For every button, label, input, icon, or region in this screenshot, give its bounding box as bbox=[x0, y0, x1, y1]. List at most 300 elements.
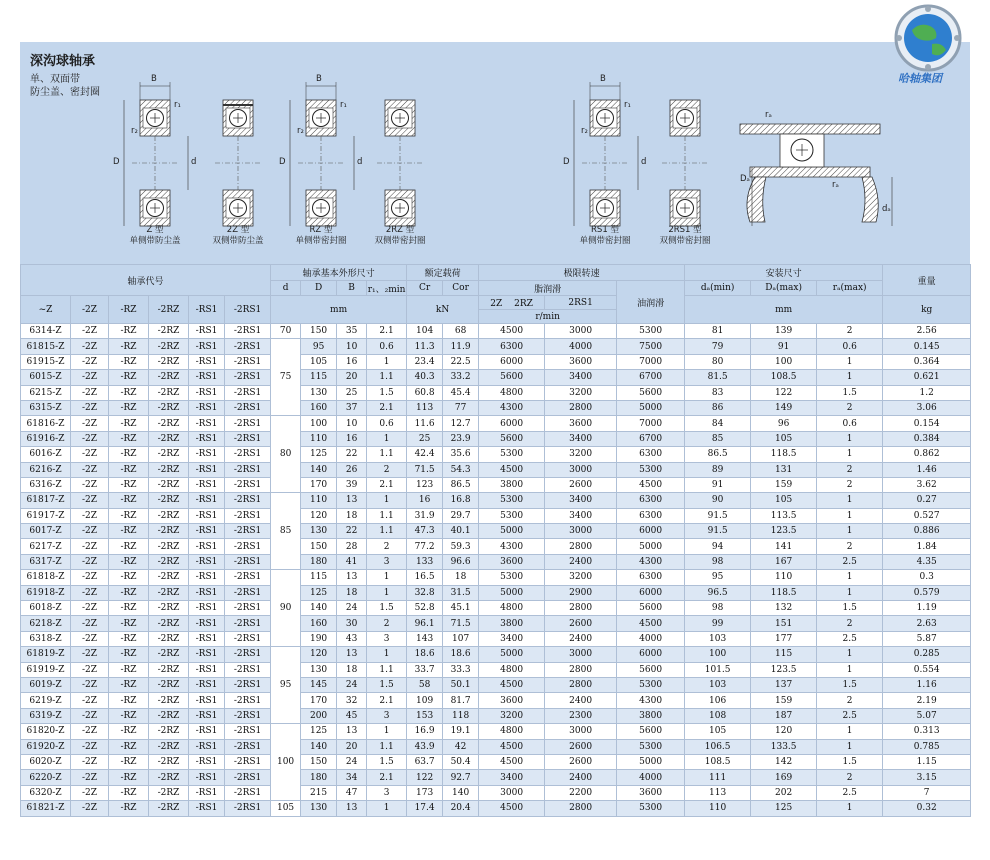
cell-cr: 52.8 bbox=[407, 601, 443, 616]
cell-speed-2z: 4500 bbox=[479, 754, 545, 769]
cell-weight: 1.16 bbox=[883, 677, 971, 692]
cell-cor: 59.3 bbox=[443, 539, 479, 554]
header-d: d bbox=[271, 281, 301, 296]
dim-b-label: B bbox=[316, 74, 322, 84]
cell-outer-D: 140 bbox=[301, 601, 337, 616]
cell-outer-D: 110 bbox=[301, 431, 337, 446]
cell-speed-2rs1: 2800 bbox=[545, 400, 617, 415]
cell-da-min: 110 bbox=[685, 801, 751, 816]
table-row bbox=[21, 508, 971, 523]
cell-bore-d: 95 bbox=[271, 647, 301, 724]
cell-code-rs1: -RS1 bbox=[189, 477, 225, 492]
cell-code-2rs1: -2RS1 bbox=[225, 647, 271, 662]
cell-code-2z: -2Z bbox=[71, 770, 109, 785]
cell-code-2z: -2Z bbox=[71, 616, 109, 631]
cell-outer-D: 140 bbox=[301, 739, 337, 754]
header-da-min: dₐ(min) bbox=[685, 281, 751, 296]
cell-code-rz: -RZ bbox=[109, 370, 149, 385]
cell-cr: 60.8 bbox=[407, 385, 443, 400]
cell-r-min: 3 bbox=[367, 708, 407, 723]
cell-da-min: 84 bbox=[685, 416, 751, 431]
cell-r-min: 1.1 bbox=[367, 662, 407, 677]
dim-d-label: d bbox=[191, 157, 197, 167]
cell-speed-2z: 4500 bbox=[479, 324, 545, 339]
header-panel bbox=[20, 42, 970, 264]
cell-weight: 0.3 bbox=[883, 570, 971, 585]
cell-speed-oil: 5000 bbox=[617, 539, 685, 554]
cell-speed-oil: 5300 bbox=[617, 462, 685, 477]
cell-cr: 11.6 bbox=[407, 416, 443, 431]
cell-cor: 22.5 bbox=[443, 354, 479, 369]
cell-r-min: 2.1 bbox=[367, 400, 407, 415]
cell-speed-2z: 5300 bbox=[479, 508, 545, 523]
cell-weight: 2.56 bbox=[883, 324, 971, 339]
cell-ra-max: 2.5 bbox=[817, 554, 883, 569]
header-code-2z: -2Z bbox=[71, 296, 109, 324]
cell-code-rs1: -RS1 bbox=[189, 524, 225, 539]
cell-speed-2z: 5600 bbox=[479, 431, 545, 446]
cell-Da-max: 131 bbox=[751, 462, 817, 477]
cell-speed-oil: 6300 bbox=[617, 493, 685, 508]
cell-weight: 1.2 bbox=[883, 385, 971, 400]
cell-speed-2z: 4500 bbox=[479, 677, 545, 692]
cell-da-min: 98 bbox=[685, 554, 751, 569]
header-install-dims: 安装尺寸 bbox=[685, 265, 883, 281]
cell-code-rs1: -RS1 bbox=[189, 447, 225, 462]
cell-code-2z: -2Z bbox=[71, 585, 109, 600]
cell-speed-oil: 6000 bbox=[617, 585, 685, 600]
cell-ra-max: 1 bbox=[817, 354, 883, 369]
cell-code-rs1: -RS1 bbox=[189, 739, 225, 754]
cell-code-2rz: -2RZ bbox=[149, 754, 189, 769]
cell-Da-max: 141 bbox=[751, 539, 817, 554]
cell-width-B: 39 bbox=[337, 477, 367, 492]
cell-code-rz: -RZ bbox=[109, 493, 149, 508]
cell-r-min: 0.6 bbox=[367, 339, 407, 354]
unit-kn: kN bbox=[407, 296, 479, 324]
cell-speed-2rs1: 3000 bbox=[545, 647, 617, 662]
cell-code-2rz: -2RZ bbox=[149, 416, 189, 431]
dim-D-label: D bbox=[279, 157, 286, 167]
cell-speed-oil: 5000 bbox=[617, 400, 685, 415]
header-code-rs1: -RS1 bbox=[189, 296, 225, 324]
cell-code-2rs1: -2RS1 bbox=[225, 354, 271, 369]
cell-bore-d: 75 bbox=[271, 339, 301, 416]
cell-weight: 0.313 bbox=[883, 724, 971, 739]
dim-b-label: B bbox=[151, 74, 157, 84]
cell-code-2rs1: -2RS1 bbox=[225, 339, 271, 354]
cell-Da-max: 118.5 bbox=[751, 447, 817, 462]
cell-cr: 31.9 bbox=[407, 508, 443, 523]
cell-code-rs1: -RS1 bbox=[189, 339, 225, 354]
cell-cor: 96.6 bbox=[443, 554, 479, 569]
table-row bbox=[21, 493, 971, 508]
cell-code-2rs1: -2RS1 bbox=[225, 416, 271, 431]
header-limit-speed: 极限转速 bbox=[479, 265, 685, 281]
cell-code-2rz: -2RZ bbox=[149, 677, 189, 692]
cell-outer-D: 170 bbox=[301, 693, 337, 708]
cell-ra-max: 2 bbox=[817, 400, 883, 415]
cell-ra-max: 1 bbox=[817, 447, 883, 462]
cell-code-2z: -2Z bbox=[71, 339, 109, 354]
cell-bore-d: 105 bbox=[271, 801, 301, 816]
cell-weight: 3.06 bbox=[883, 400, 971, 415]
cell-cor: 45.1 bbox=[443, 601, 479, 616]
cell-speed-2z: 4300 bbox=[479, 539, 545, 554]
cell-code-2rz: -2RZ bbox=[149, 739, 189, 754]
header-code-2rz: -2RZ bbox=[149, 296, 189, 324]
cell-code-2rs1: -2RS1 bbox=[225, 739, 271, 754]
cell-cr: 33.7 bbox=[407, 662, 443, 677]
cell-code-2z: -2Z bbox=[71, 493, 109, 508]
cell-width-B: 18 bbox=[337, 585, 367, 600]
cell-bore-d: 70 bbox=[271, 324, 301, 339]
cell-da-min: 86 bbox=[685, 400, 751, 415]
cell-code-rz: -RZ bbox=[109, 477, 149, 492]
cell-r-min: 2.1 bbox=[367, 477, 407, 492]
cell-ra-max: 1 bbox=[817, 585, 883, 600]
cell-code-z: 6017-Z bbox=[21, 524, 71, 539]
cell-code-2rz: -2RZ bbox=[149, 708, 189, 723]
cell-speed-oil: 5600 bbox=[617, 385, 685, 400]
cell-code-2z: -2Z bbox=[71, 570, 109, 585]
cell-code-2rs1: -2RS1 bbox=[225, 400, 271, 415]
cell-speed-2rs1: 3400 bbox=[545, 370, 617, 385]
cell-ra-max: 1 bbox=[817, 431, 883, 446]
header-ra-max: rₐ(max) bbox=[817, 281, 883, 296]
table-row bbox=[21, 524, 971, 539]
cell-da-min: 99 bbox=[685, 616, 751, 631]
cell-r-min: 1.1 bbox=[367, 508, 407, 523]
cell-speed-2z: 5300 bbox=[479, 493, 545, 508]
cell-width-B: 16 bbox=[337, 354, 367, 369]
cell-code-2rz: -2RZ bbox=[149, 508, 189, 523]
cell-code-z: 61917-Z bbox=[21, 508, 71, 523]
cell-speed-2z: 4300 bbox=[479, 400, 545, 415]
cell-code-2z: -2Z bbox=[71, 662, 109, 677]
cell-width-B: 13 bbox=[337, 801, 367, 816]
cell-cr: 71.5 bbox=[407, 462, 443, 477]
cell-Da-max: 118.5 bbox=[751, 585, 817, 600]
table-row bbox=[21, 708, 971, 723]
cell-ra-max: 2 bbox=[817, 324, 883, 339]
cell-da-min: 81.5 bbox=[685, 370, 751, 385]
cell-da-min: 108 bbox=[685, 708, 751, 723]
dim-r1-label: r₁ bbox=[624, 100, 631, 110]
cell-bore-d: 100 bbox=[271, 724, 301, 801]
table-row bbox=[21, 416, 971, 431]
cell-da-min: 94 bbox=[685, 539, 751, 554]
cell-code-rz: -RZ bbox=[109, 631, 149, 646]
cell-code-rz: -RZ bbox=[109, 647, 149, 662]
cell-weight: 0.145 bbox=[883, 339, 971, 354]
cell-cr: 96.1 bbox=[407, 616, 443, 631]
cell-code-rs1: -RS1 bbox=[189, 647, 225, 662]
cell-weight: 0.554 bbox=[883, 662, 971, 677]
cell-width-B: 43 bbox=[337, 631, 367, 646]
cell-weight: 0.785 bbox=[883, 739, 971, 754]
cell-ra-max: 1.5 bbox=[817, 601, 883, 616]
cell-cor: 71.5 bbox=[443, 616, 479, 631]
cell-code-2z: -2Z bbox=[71, 400, 109, 415]
cell-r-min: 1.1 bbox=[367, 524, 407, 539]
cell-speed-oil: 6300 bbox=[617, 570, 685, 585]
cell-code-z: 6217-Z bbox=[21, 539, 71, 554]
cell-Da-max: 120 bbox=[751, 724, 817, 739]
cell-cor: 81.7 bbox=[443, 693, 479, 708]
cell-ra-max: 1.5 bbox=[817, 677, 883, 692]
cell-code-z: 61815-Z bbox=[21, 339, 71, 354]
table-row bbox=[21, 677, 971, 692]
cell-code-2rz: -2RZ bbox=[149, 447, 189, 462]
cell-code-z: 6216-Z bbox=[21, 462, 71, 477]
cell-code-2rz: -2RZ bbox=[149, 477, 189, 492]
cell-da-min: 105 bbox=[685, 724, 751, 739]
cell-speed-oil: 6700 bbox=[617, 370, 685, 385]
cell-da-min: 103 bbox=[685, 677, 751, 692]
cell-speed-2rs1: 2400 bbox=[545, 770, 617, 785]
cell-Da-max: 151 bbox=[751, 616, 817, 631]
header-rated-load: 额定载荷 bbox=[407, 265, 479, 281]
cell-outer-D: 125 bbox=[301, 585, 337, 600]
cell-code-2z: -2Z bbox=[71, 324, 109, 339]
cell-weight: 0.527 bbox=[883, 508, 971, 523]
cell-weight: 1.46 bbox=[883, 462, 971, 477]
cell-da-min: 91 bbox=[685, 477, 751, 492]
cell-cr: 16 bbox=[407, 493, 443, 508]
cell-code-2rz: -2RZ bbox=[149, 554, 189, 569]
cell-cor: 68 bbox=[443, 324, 479, 339]
cell-speed-2z: 3000 bbox=[479, 785, 545, 800]
cell-code-2rs1: -2RS1 bbox=[225, 493, 271, 508]
cell-ra-max: 1 bbox=[817, 524, 883, 539]
cell-r-min: 0.6 bbox=[367, 416, 407, 431]
cell-code-2rz: -2RZ bbox=[149, 785, 189, 800]
cell-cr: 133 bbox=[407, 554, 443, 569]
cell-r-min: 2 bbox=[367, 616, 407, 631]
cell-width-B: 13 bbox=[337, 647, 367, 662]
cell-speed-2rs1: 2800 bbox=[545, 539, 617, 554]
cell-outer-D: 125 bbox=[301, 724, 337, 739]
cell-outer-D: 115 bbox=[301, 570, 337, 585]
cell-code-z: 6015-Z bbox=[21, 370, 71, 385]
cell-ra-max: 1 bbox=[817, 724, 883, 739]
cell-code-rs1: -RS1 bbox=[189, 539, 225, 554]
cell-speed-2z: 4500 bbox=[479, 462, 545, 477]
cell-Da-max: 159 bbox=[751, 693, 817, 708]
cell-da-min: 90 bbox=[685, 493, 751, 508]
cell-cor: 29.7 bbox=[443, 508, 479, 523]
header-r-min: r₁、₂min bbox=[367, 281, 407, 296]
header-code-rz: -RZ bbox=[109, 296, 149, 324]
cell-Da-max: 108.5 bbox=[751, 370, 817, 385]
cell-speed-oil: 4000 bbox=[617, 631, 685, 646]
cell-r-min: 1 bbox=[367, 801, 407, 816]
cell-Da-max: 132 bbox=[751, 601, 817, 616]
cell-da-min: 91.5 bbox=[685, 524, 751, 539]
cell-Da-max: 139 bbox=[751, 324, 817, 339]
cell-code-rs1: -RS1 bbox=[189, 785, 225, 800]
cell-code-2z: -2Z bbox=[71, 524, 109, 539]
cell-speed-2z: 3600 bbox=[479, 693, 545, 708]
cell-code-rz: -RZ bbox=[109, 708, 149, 723]
cell-r-min: 1 bbox=[367, 724, 407, 739]
cell-ra-max: 0.6 bbox=[817, 416, 883, 431]
cell-code-2rz: -2RZ bbox=[149, 631, 189, 646]
bearing-spec-table bbox=[20, 264, 971, 817]
cell-weight: 5.07 bbox=[883, 708, 971, 723]
cell-r-min: 1.1 bbox=[367, 739, 407, 754]
cell-cr: 42.4 bbox=[407, 447, 443, 462]
cell-speed-oil: 4500 bbox=[617, 616, 685, 631]
cell-code-2rz: -2RZ bbox=[149, 493, 189, 508]
cell-cor: 19.1 bbox=[443, 724, 479, 739]
cell-code-rz: -RZ bbox=[109, 339, 149, 354]
cell-cr: 16.5 bbox=[407, 570, 443, 585]
cell-speed-2z: 3600 bbox=[479, 554, 545, 569]
cell-code-2z: -2Z bbox=[71, 447, 109, 462]
cell-code-2rz: -2RZ bbox=[149, 724, 189, 739]
cell-da-min: 83 bbox=[685, 385, 751, 400]
cell-weight: 0.27 bbox=[883, 493, 971, 508]
cell-speed-oil: 5600 bbox=[617, 662, 685, 677]
cell-code-2z: -2Z bbox=[71, 631, 109, 646]
cell-cor: 92.7 bbox=[443, 770, 479, 785]
cell-code-2rz: -2RZ bbox=[149, 770, 189, 785]
cell-Da-max: 96 bbox=[751, 416, 817, 431]
diagram-rs1-caption: RS1 型 单侧带密封圈 bbox=[579, 225, 631, 246]
cell-code-z: 6314-Z bbox=[21, 324, 71, 339]
header-weight: 重量 bbox=[883, 265, 971, 296]
cell-bore-d: 90 bbox=[271, 570, 301, 647]
cell-ra-max: 1 bbox=[817, 493, 883, 508]
cell-ra-max: 2 bbox=[817, 462, 883, 477]
cell-Da-max: 105 bbox=[751, 431, 817, 446]
cell-code-rz: -RZ bbox=[109, 801, 149, 816]
cell-code-rz: -RZ bbox=[109, 554, 149, 569]
cell-speed-oil: 5600 bbox=[617, 601, 685, 616]
cell-speed-oil: 3800 bbox=[617, 708, 685, 723]
table-row bbox=[21, 785, 971, 800]
cell-da-min: 80 bbox=[685, 354, 751, 369]
cell-speed-oil: 5000 bbox=[617, 754, 685, 769]
cell-cr: 58 bbox=[407, 677, 443, 692]
cell-cor: 86.5 bbox=[443, 477, 479, 492]
dim-r2-label: r₂ bbox=[131, 126, 138, 136]
cell-r-min: 2.1 bbox=[367, 693, 407, 708]
header-bearing-code: 轴承代号 bbox=[21, 265, 271, 296]
cell-speed-2rs1: 2800 bbox=[545, 677, 617, 692]
cell-r-min: 1 bbox=[367, 647, 407, 662]
cell-code-rz: -RZ bbox=[109, 354, 149, 369]
cell-speed-oil: 6300 bbox=[617, 447, 685, 462]
cell-da-min: 95 bbox=[685, 570, 751, 585]
cell-outer-D: 105 bbox=[301, 354, 337, 369]
cell-weight: 1.84 bbox=[883, 539, 971, 554]
table-row bbox=[21, 339, 971, 354]
cell-speed-oil: 7500 bbox=[617, 339, 685, 354]
cell-cor: 31.5 bbox=[443, 585, 479, 600]
cell-da-min: 98 bbox=[685, 601, 751, 616]
cell-bore-d: 80 bbox=[271, 416, 301, 493]
table-row bbox=[21, 662, 971, 677]
cell-code-rz: -RZ bbox=[109, 585, 149, 600]
cell-cr: 143 bbox=[407, 631, 443, 646]
dim-Da-label: Dₐ bbox=[740, 174, 750, 184]
cell-speed-oil: 7000 bbox=[617, 354, 685, 369]
cell-code-2rs1: -2RS1 bbox=[225, 724, 271, 739]
table-row bbox=[21, 539, 971, 554]
cell-code-z: 61920-Z bbox=[21, 739, 71, 754]
cell-speed-2z: 5000 bbox=[479, 524, 545, 539]
cell-width-B: 18 bbox=[337, 508, 367, 523]
cell-code-2rz: -2RZ bbox=[149, 370, 189, 385]
cell-weight: 0.32 bbox=[883, 801, 971, 816]
cell-outer-D: 190 bbox=[301, 631, 337, 646]
cell-ra-max: 1 bbox=[817, 662, 883, 677]
header-grease-2z: 2Z 2RZ bbox=[479, 296, 545, 310]
cell-code-z: 6019-Z bbox=[21, 677, 71, 692]
table-row bbox=[21, 477, 971, 492]
cell-width-B: 30 bbox=[337, 616, 367, 631]
cell-cr: 113 bbox=[407, 400, 443, 415]
cell-code-rs1: -RS1 bbox=[189, 554, 225, 569]
cell-weight: 5.87 bbox=[883, 631, 971, 646]
cell-da-min: 103 bbox=[685, 631, 751, 646]
cell-ra-max: 2 bbox=[817, 539, 883, 554]
cell-outer-D: 120 bbox=[301, 647, 337, 662]
cell-cor: 77 bbox=[443, 400, 479, 415]
cell-width-B: 24 bbox=[337, 754, 367, 769]
cell-code-2rs1: -2RS1 bbox=[225, 770, 271, 785]
cell-outer-D: 95 bbox=[301, 339, 337, 354]
cell-outer-D: 130 bbox=[301, 524, 337, 539]
cell-code-2rz: -2RZ bbox=[149, 339, 189, 354]
cell-weight: 0.862 bbox=[883, 447, 971, 462]
cell-Da-max: 123.5 bbox=[751, 662, 817, 677]
cell-code-2z: -2Z bbox=[71, 508, 109, 523]
cell-cor: 18 bbox=[443, 570, 479, 585]
cell-speed-oil: 5600 bbox=[617, 724, 685, 739]
cell-code-2rz: -2RZ bbox=[149, 524, 189, 539]
table-row bbox=[21, 354, 971, 369]
cell-code-2rs1: -2RS1 bbox=[225, 524, 271, 539]
cell-speed-2z: 3400 bbox=[479, 631, 545, 646]
cell-code-2rs1: -2RS1 bbox=[225, 662, 271, 677]
cell-width-B: 28 bbox=[337, 539, 367, 554]
cell-ra-max: 1.5 bbox=[817, 385, 883, 400]
cell-code-z: 61821-Z bbox=[21, 801, 71, 816]
cell-cor: 50.4 bbox=[443, 754, 479, 769]
cell-speed-2z: 3400 bbox=[479, 770, 545, 785]
cell-code-2rs1: -2RS1 bbox=[225, 585, 271, 600]
cell-code-2z: -2Z bbox=[71, 385, 109, 400]
dim-ra-label: rₐ bbox=[832, 180, 839, 190]
cell-outer-D: 160 bbox=[301, 616, 337, 631]
cell-speed-2rs1: 2400 bbox=[545, 554, 617, 569]
brand-name: 哈轴集团 bbox=[898, 72, 942, 85]
cell-code-z: 61817-Z bbox=[21, 493, 71, 508]
cell-r-min: 1.1 bbox=[367, 447, 407, 462]
cell-ra-max: 1 bbox=[817, 370, 883, 385]
cell-weight: 2.63 bbox=[883, 616, 971, 631]
cell-da-min: 101.5 bbox=[685, 662, 751, 677]
cell-Da-max: 100 bbox=[751, 354, 817, 369]
cell-outer-D: 115 bbox=[301, 370, 337, 385]
cell-cr: 77.2 bbox=[407, 539, 443, 554]
cell-cor: 12.7 bbox=[443, 416, 479, 431]
cell-code-rz: -RZ bbox=[109, 785, 149, 800]
